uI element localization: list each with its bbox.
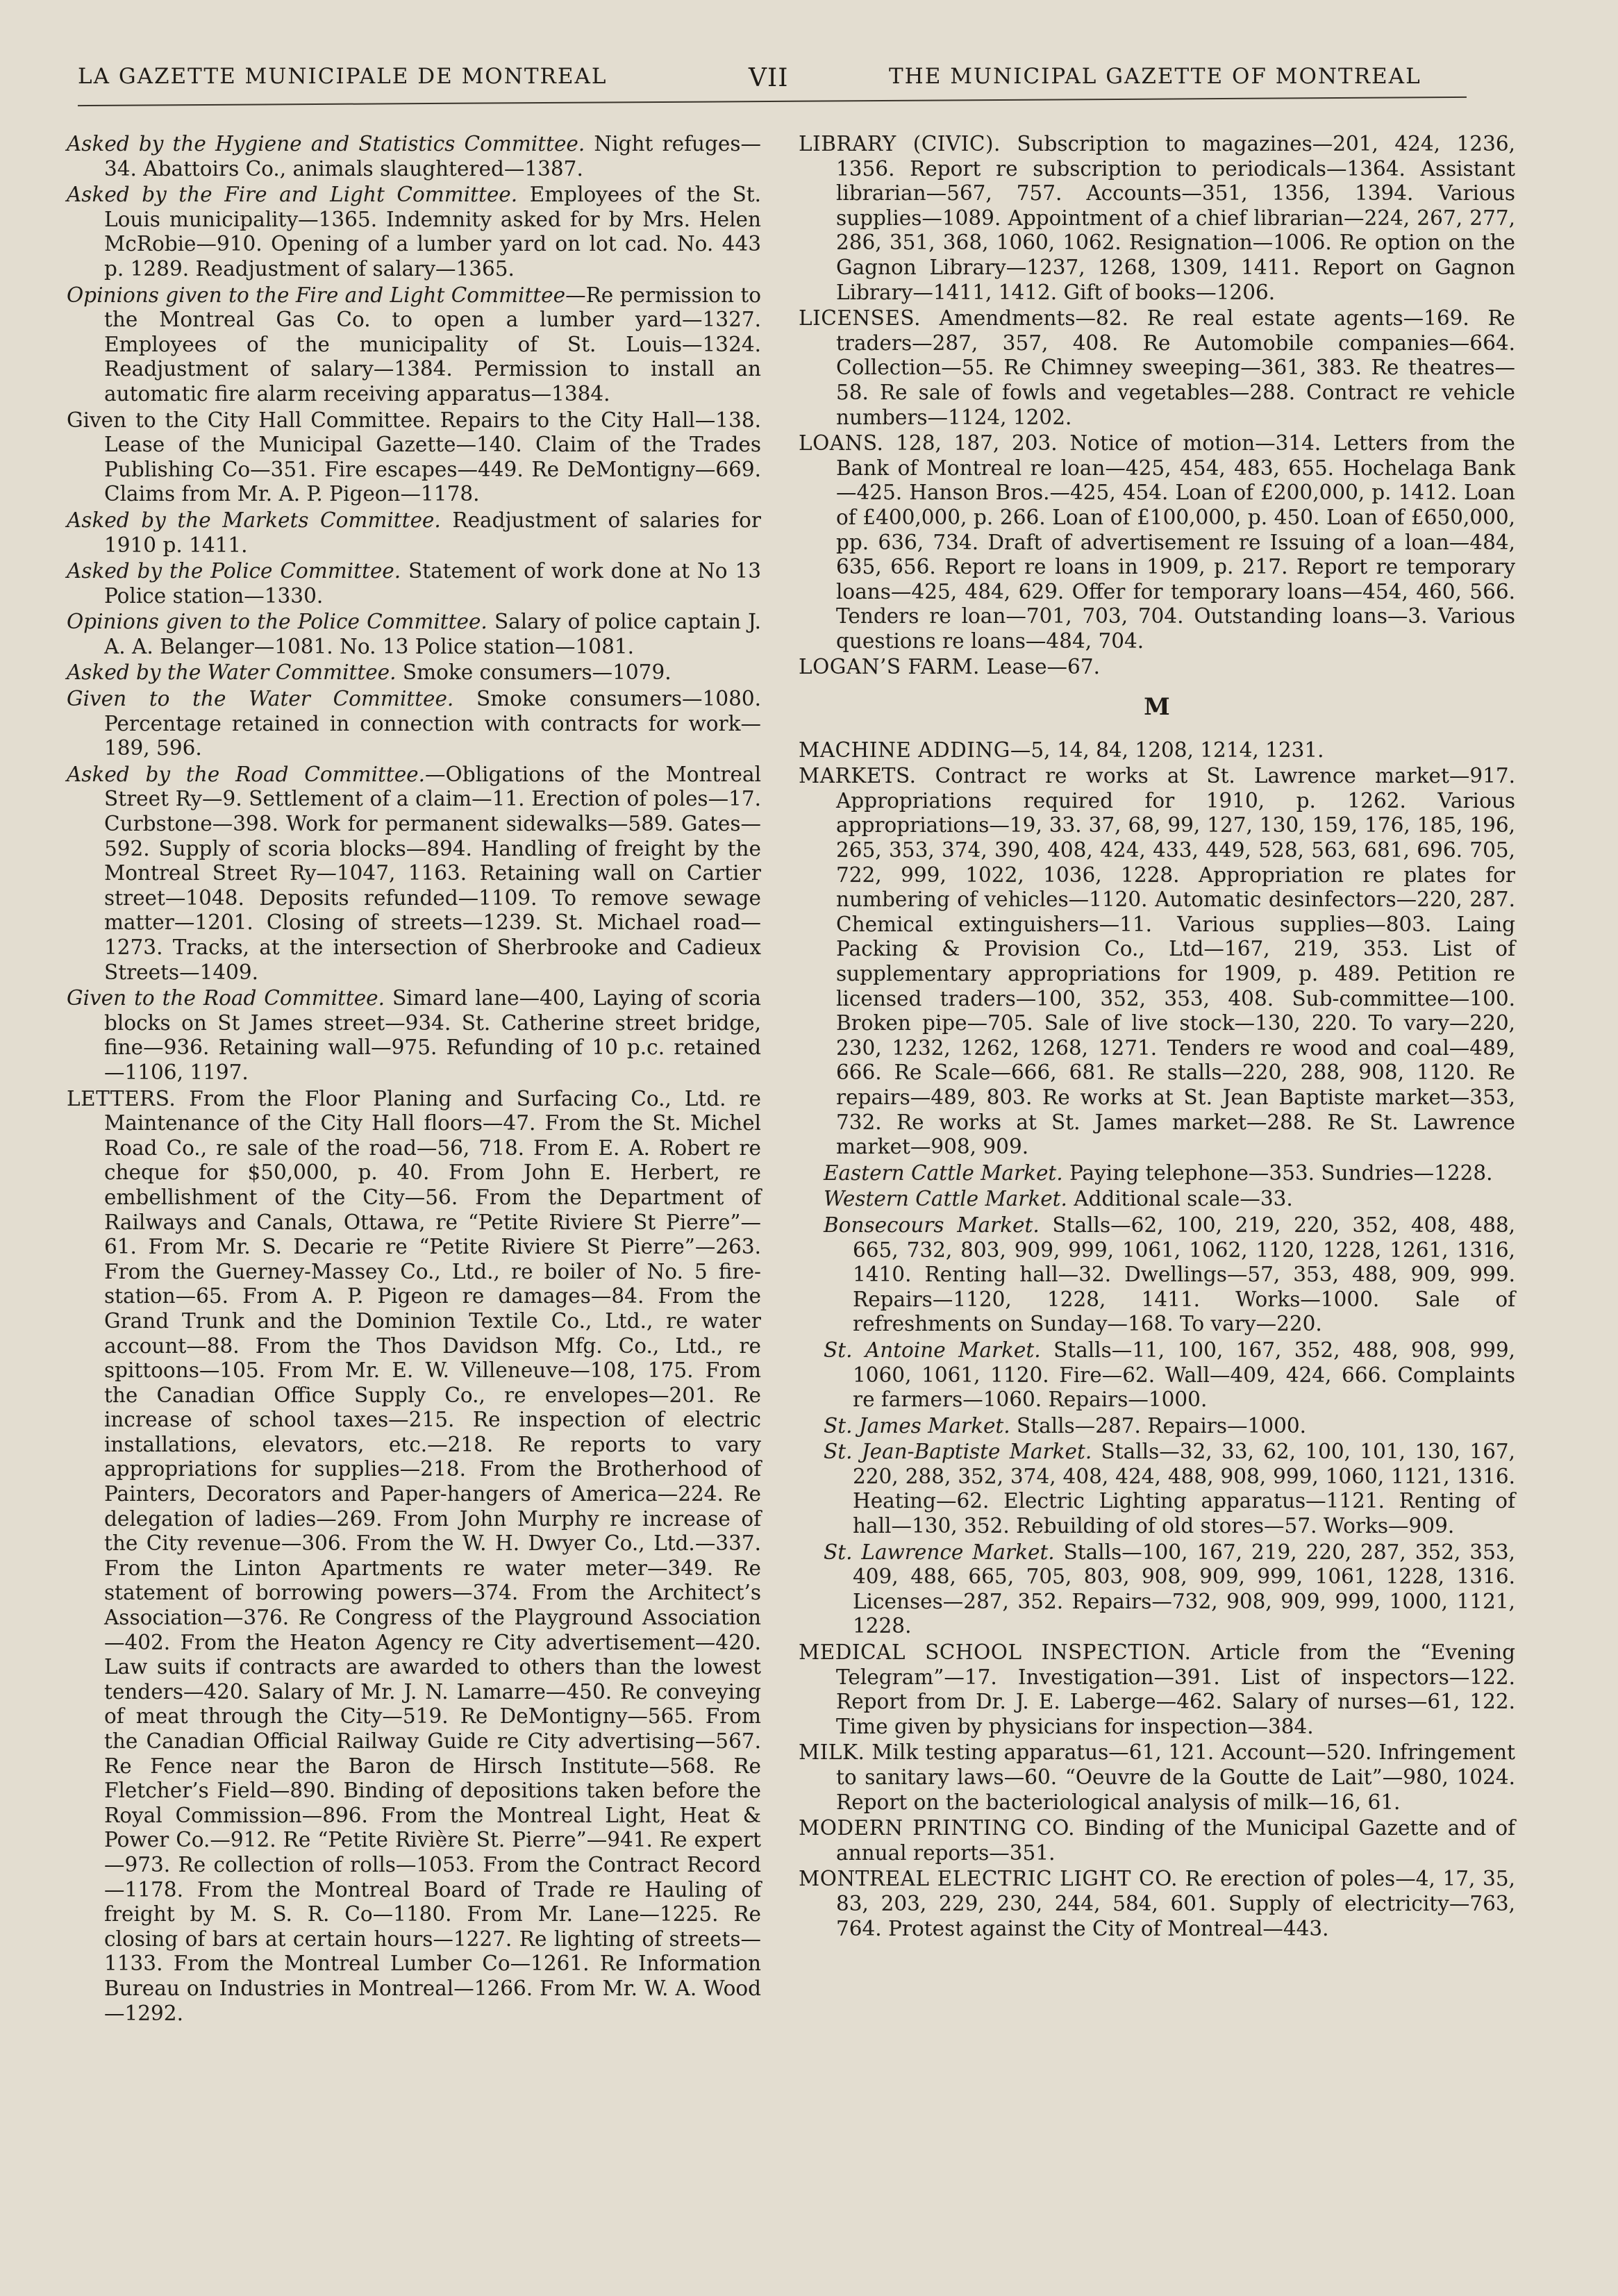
running-header-french: LA GAZETTE MUNICIPALE DE MONTREAL	[78, 64, 608, 89]
entry-text: Subscription to magazines—201, 424, 1236, 1356. Report re subscription to periodicals—1364. Assistant librarian—567, 757. Accounts—351, 1356, 1394. Various supplies—1089. Appointment of a chief librarian—224, 267, 277, 286, 351, 368, 1060, 1062. Resignation—1006. Re option on the Gagnon Library—1237, 1268, 1309, 1411. Report on Gagnon Library—1411, 1412. Gift of books—1206.	[836, 132, 1515, 304]
index-entry	[799, 655, 1515, 680]
entry-text: Article from the “Evening Telegram”—17. Investigation—391. List of inspectors—122. Report from Dr. J. E. Laberge—462. Salary of nurses—61, 122. Time given by physicians for inspection—384.	[836, 1640, 1515, 1738]
index-subentry	[824, 1161, 1515, 1186]
index-entry	[67, 132, 761, 181]
index-entry	[67, 1087, 761, 2027]
entry-heading: MILK.	[799, 1740, 865, 1765]
entry-text: Statement of work done at No 13 Police station—1330.	[104, 559, 761, 608]
entry-text: Employees of the St. Louis municipality—1365. Indemnity asked for by Mrs. Helen McRobie—910. Opening of a lumber yard on lot cad. No. 443 p. 1289. Readjustment of salary—1365.	[104, 183, 762, 281]
index-subentry	[824, 1414, 1515, 1439]
index-entry	[67, 986, 761, 1085]
index-entry	[67, 559, 761, 608]
entry-text: Binding of the Municipal Gazette and of annual reports—351.	[836, 1816, 1516, 1865]
entry-lead: Opinions given to the Police Committee.	[67, 610, 487, 634]
index-entry	[67, 508, 761, 558]
index-entry	[67, 687, 761, 761]
running-header-english: THE MUNICIPAL GAZETTE OF MONTREAL	[889, 64, 1421, 89]
entry-lead: Opinions given to the Fire and Light Committee—	[67, 283, 586, 307]
entry-text: From the Floor Planing and Surfacing Co., Ltd. re Maintenance of the City Hall floors—47. From the St. Michel Road Co., re sale of the road—56, 718. From E. A. Robert re cheque for $50,000, p. 40. From John E. Herbert, re embellishment of the City—56. From the Department of Railways and Canals, Ottawa, re “Petite Riviere St Pierre”—61. From Mr. S. Decarie re “Petite Riviere St Pierre”—263. From the Guerney-Massey Co., Ltd., re boiler of No. 5 fire-station—65. From A. P. Pigeon re damages—84. From the Grand Trunk and the Dominion Textile Co., Ltd., re water account—88. From the Thos Davidson Mfg. Co., Ltd., re spittoons—105. From Mr. E. W. Villeneuve—108, 175. From the Canadian Office Supply Co., re envelopes—201. Re increase of school taxes—215. Re inspection of electric installations, elevators, etc.—218. Re reports to vary appropriations for supplies—218. From the Brotherhood of Painters, Decorators and Paper-hangers of America—224. Re delegation of ladies—269. From John Murphy re increase of the City revenue—306. From the W. H. Dwyer Co., Ltd.—337. From the Linton Apartments re water meter—349. Re statement of borrowing powers—374. From the Architect’s Association—376. Re Congress of the Playground Association—402. From the Heaton Agency re City advertisement—420. Law suits if contracts are awarded to others than the lowest tenders—420. Salary of Mr. J. N. Lamarre—450. Re conveying of meat through the City—519. Re DeMontigny—565. From the Canadian Official Railway Guide re City advertising—567. Re Fence near the Baron de Hirsch Institute—568. Re Fletcher’s Field—890. Binding of depositions taken before the Royal Commission—896. From the Montreal Light, Heat & Power Co.—912. Re “Petite Rivière St. Pierre”—941. Re expert—973. Re collection of rolls—1053. From the Contract Record—1178. From the Montreal Board of Trade re Hauling of freight by M. S. R. Co—1180. From Mr. Lane—1225. Re closing of bars at certain hours—1227. Re lighting of streets—1133. From the Montreal Lumber Co—1261. Re Information Bureau on Industries in Montreal—1266. From Mr. W. A. Wood—1292.	[104, 1086, 761, 2025]
entry-lead: St. James Market.	[824, 1413, 1010, 1438]
index-subentry	[824, 1440, 1515, 1538]
entry-text: Stalls—62, 100, 219, 220, 352, 408, 488, 665, 732, 803, 909, 999, 1061, 1062, 1120, 1228, 1261, 1316, 1410. Renting hall—32. Dwellings—57, 353, 488, 909, 999. Repairs—1120, 1228, 1411. Works—1000. Sale of refreshments on Sunday—168. To vary—220.	[853, 1213, 1515, 1336]
index-entry	[67, 610, 761, 659]
index-entry	[799, 1740, 1515, 1815]
index-entry	[67, 183, 761, 281]
entry-lead: Western Cattle Market.	[824, 1187, 1067, 1211]
entry-text: Paying telephone—353. Sundries—1228.	[1062, 1161, 1493, 1185]
entry-heading: LIBRARY (CIVIC).	[799, 132, 1001, 156]
index-entry	[799, 306, 1515, 430]
index-subentry	[824, 1338, 1515, 1413]
entry-text: Additional scale—33.	[1067, 1187, 1293, 1211]
entry-text: Simard lane—400, Laying of scoria blocks on St James street—934. St. Catherine street bridge, fine—936. Retaining wall—975. Refunding of 10 p.c. retained—1106, 1197.	[104, 986, 761, 1084]
entry-text: Given to the City Hall Committee. Repairs to the City Hall—138. Lease of the Municipal Gazette—140. Claim of the Trades Publishing Co—351. Fire escapes—449. Re DeMontigny—669. Claims from Mr. A. P. Pigeon—1178.	[67, 408, 761, 506]
entry-lead: Asked by the Markets Committee.	[67, 508, 441, 532]
entry-text: Stalls—287. Repairs—1000.	[1010, 1413, 1307, 1438]
index-subentry	[824, 1540, 1515, 1639]
index-entry	[799, 738, 1515, 763]
right-column	[799, 132, 1515, 1943]
index-entry	[799, 1816, 1515, 1865]
entry-text: Stalls—32, 33, 62, 100, 101, 130, 167, 220, 288, 352, 374, 408, 424, 488, 908, 999, 1060, 1121, 1316. Heating—62. Electric Lighting apparatus—1121. Renting of hall—130, 352. Rebuilding of old stores—57. Works—909.	[853, 1440, 1516, 1538]
page-number: VII	[749, 64, 789, 92]
entry-heading: LETTERS.	[67, 1086, 176, 1110]
entry-text: Re permission to the Montreal Gas Co. to open a lumber yard—1327. Employees of the municipality of St. Louis—1324. Readjustment of salary—1384. Permission to install an automatic fire alarm receiving apparatus—1384.	[104, 283, 761, 406]
entry-lead: Asked by the Police Committee.	[67, 559, 401, 583]
entry-lead: St. Lawrence Market.	[824, 1540, 1055, 1564]
entry-heading: MODERN PRINTING CO.	[799, 1816, 1075, 1840]
entry-text: Contract re works at St. Lawrence market—917. Appropriations required for 1910, p. 1262. Various appropriations—19, 33. 37, 68, 99, 127, 130, 159, 176, 185, 196, 265, 353, 374, 390, 408, 424, 433, 449, 528, 563, 681, 696. 705, 722, 999, 1022, 1036, 1228. Appropriation re plates for numbering of vehicles—1120. Automatic desinfectors—220, 287. Chemical extinguishers—11. Various supplies—803. Laing Packing & Provision Co., Ltd—167, 219, 353. List of supplementary appropriations for 1909, p. 489. Petition re licensed traders—100, 352, 353, 408. Sub-committee—100. Broken pipe—705. Sale of live stock—130, 220. To vary—220, 230, 1232, 1262, 1268, 1271. Tenders re wood and coal—489, 666. Re Scale—666, 681. Re stalls—220, 288, 908, 1120. Re repairs—489, 803. Re works at St. Jean Baptiste market—353, 732. Re works at St. James market—288. Re St. Lawrence market—908, 909.	[836, 764, 1515, 1159]
index-entry	[67, 660, 761, 685]
index-entry	[799, 431, 1515, 654]
entry-text: Readjustment of salaries for 1910 p. 1411.	[104, 508, 761, 557]
entry-text: Re erection of poles—4, 17, 35, 83, 203, 229, 230, 244, 584, 601. Supply of electricity—763, 764. Protest against the City of Montreal—443.	[836, 1867, 1515, 1940]
index-entry	[67, 763, 761, 985]
entry-lead: Asked by the Water Committee.	[67, 660, 397, 685]
entry-text: Stalls—100, 167, 219, 220, 287, 352, 353, 409, 488, 665, 705, 803, 908, 909, 999, 1061, 1228, 1316. Licenses—287, 352. Repairs—732, 908, 909, 999, 1000, 1121, 1228.	[853, 1540, 1515, 1638]
index-subentry	[824, 1187, 1515, 1212]
entry-lead: Asked by the Road Committee.	[67, 762, 426, 786]
index-entry	[67, 283, 761, 407]
entry-lead: Given to the Road Committee.	[67, 986, 385, 1010]
entry-text: —5, 14, 84, 1208, 1214, 1231.	[1010, 738, 1324, 762]
entry-text: —Obligations of the Montreal Street Ry—9. Settlement of a claim—11. Erection of poles—17. Curbstone—398. Work for permanent sidewalks—589. Gates—592. Supply of scoria blocks—894. Handling of freight by the Montreal Street Ry—1047, 1163. Retaining wall on Cartier street—1048. Deposits refunded—1109. To remove sewage matter—1201. Closing of streets—1239. St. Michael road—1273. Tracks, at the intersection of Sherbrooke and Cadieux Streets—1409.	[104, 762, 761, 984]
index-subentry	[824, 1213, 1515, 1337]
section-letter-heading: M	[1144, 693, 1170, 722]
entry-text: Stalls—11, 100, 167, 352, 488, 908, 999, 1060, 1061, 1120. Fire—62. Wall—409, 424, 666. Complaints re farmers—1060. Repairs—1000.	[853, 1338, 1515, 1412]
entry-text: Smoke consumers—1080. Percentage retained in connection with contracts for work—189, 596.	[104, 687, 761, 760]
entry-text: Salary of police captain J. A. A. Belanger—1081. No. 13 Police station—1081.	[104, 610, 761, 658]
entry-lead: St. Jean-Baptiste Market.	[824, 1440, 1092, 1464]
entry-heading: MARKETS.	[799, 764, 917, 788]
entry-lead: St. Antoine Market.	[824, 1338, 1041, 1362]
entry-heading: MEDICAL SCHOOL INSPECTION.	[799, 1640, 1192, 1665]
index-entry	[799, 1640, 1515, 1739]
entry-heading: LICENSES.	[799, 306, 921, 331]
entry-text: Smoke consumers—1079.	[396, 660, 672, 685]
entry-text: Lease—67.	[979, 655, 1100, 679]
entry-lead: Asked by the Hygiene and Statistics Committee.	[67, 132, 585, 156]
entry-text: Night refuges—34. Abattoirs Co., animals slaughtered—1387.	[104, 132, 761, 181]
entry-heading: LOGAN’S FARM.	[799, 655, 980, 679]
left-column	[67, 132, 761, 2027]
index-entry	[67, 408, 761, 507]
entry-lead: Eastern Cattle Market.	[824, 1161, 1063, 1185]
entry-heading: MONTREAL ELECTRIC LIGHT CO.	[799, 1867, 1178, 1891]
index-entry	[799, 132, 1515, 305]
entry-lead: Asked by the Fire and Light Committee.	[67, 183, 518, 207]
entry-text: 128, 187, 203. Notice of motion—314. Letters from the Bank of Montreal re loan—425, 454, 483, 655. Hochelaga Bank—425. Hanson Bros.—425, 454. Loan of £200,000, p. 1412. Loan of £400,000, p. 266. Loan of £100,000, p. 450. Loan of £650,000, pp. 636, 734. Draft of advertisement re Issuing of a loan—484, 635, 656. Report re loans in 1909, p. 217. Report re temporary loans—425, 484, 629. Offer for temporary loans—454, 460, 566. Tenders re loan—701, 703, 704. Outstanding loans—3. Various questions re loans—484, 704.	[836, 431, 1515, 653]
entry-heading: MACHINE ADDING	[799, 738, 1010, 762]
entry-text: Amendments—82. Re real estate agents—169. Re traders—287, 357, 408. Re Automobile companies—664. Collection—55. Re Chimney sweeping—361, 383. Re theatres—58. Re sale of fowls and vegetables—288. Contract re vehicle numbers—1124, 1202.	[836, 306, 1515, 429]
entry-lead: Bonsecours Market.	[824, 1213, 1040, 1237]
index-entry	[799, 1867, 1515, 1941]
index-entry	[799, 764, 1515, 1160]
header-rule	[78, 97, 1467, 106]
entry-heading: LOANS.	[799, 431, 884, 456]
entry-lead: Given to the Water Committee.	[67, 687, 454, 711]
entry-text: Milk testing apparatus—61, 121. Account—520. Infringement to sanitary laws—60. “Oeuvre de la Goutte de Lait”—980, 1024. Report on the bacteriological analysis of milk—16, 61.	[836, 1740, 1515, 1814]
